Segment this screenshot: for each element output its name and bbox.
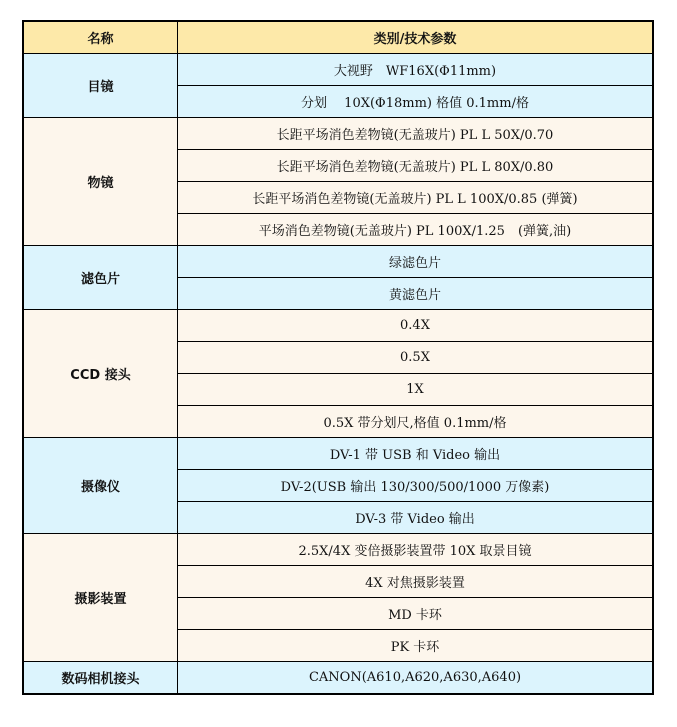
spec-item: PK 卡环 [178,630,654,662]
table-row [23,662,653,695]
header-row [23,21,653,54]
table-row [23,118,653,150]
header-name: 名称 [23,21,178,54]
spec-item: 平场消色差物镜(无盖玻片) PL 100X/1.25 (弹簧,油) [178,214,654,246]
spec-item: 0.5X 带分划尺,格值 0.1mm/格 [178,406,654,438]
spec-item: 黄滤色片 [178,278,654,310]
spec-item: 0.5X [178,342,654,374]
table-row [23,310,653,342]
spec-item: 2.5X/4X 变倍摄影装置带 10X 取景目镜 [178,534,654,566]
spec-item: 0.4X [178,310,654,342]
category-name: 数码相机接头 [23,662,178,695]
spec-item: 4X 对焦摄影装置 [178,566,654,598]
table-row [23,534,653,566]
table-row [23,438,653,470]
spec-item: DV-3 带 Video 输出 [178,502,654,534]
category-name: 摄像仪 [23,438,178,534]
spec-item: 大视野 WF16X(Φ11mm) [178,54,654,86]
category-name: 物镜 [23,118,178,246]
spec-item: 长距平场消色差物镜(无盖玻片) PL L 80X/0.80 [178,150,654,182]
table-row [23,54,653,86]
spec-item: 1X [178,374,654,406]
spec-item: DV-2(USB 输出 130/300/500/1000 万像素) [178,470,654,502]
category-name: CCD 接头 [23,310,178,438]
spec-item: 长距平场消色差物镜(无盖玻片) PL L 50X/0.70 [178,118,654,150]
category-name: 摄影装置 [23,534,178,662]
spec-item: CANON(A610,A620,A630,A640) [178,662,654,695]
spec-item: 分划 10X(Φ18mm) 格值 0.1mm/格 [178,86,654,118]
spec-item: MD 卡环 [178,598,654,630]
spec-item: 长距平场消色差物镜(无盖玻片) PL L 100X/0.85 (弹簧) [178,182,654,214]
category-name: 滤色片 [23,246,178,310]
header-params: 类别/技术参数 [178,21,654,54]
spec-item: 绿滤色片 [178,246,654,278]
category-name: 目镜 [23,54,178,118]
spec-table [22,20,654,695]
table-row [23,246,653,278]
spec-item: DV-1 带 USB 和 Video 输出 [178,438,654,470]
